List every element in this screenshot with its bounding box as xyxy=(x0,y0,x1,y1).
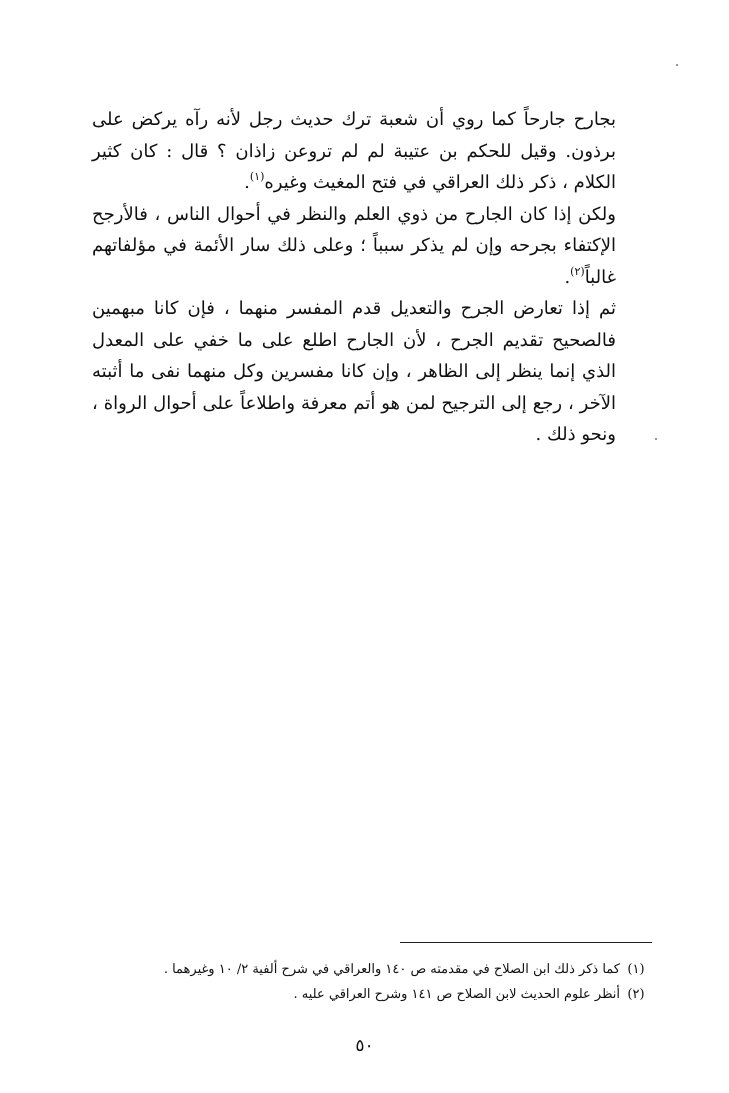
scan-speck xyxy=(676,64,678,66)
paragraph-3: ثم إذا تعارض الجرح والتعديل قدم المفسر منهما ، فإن كانا مبهمين فالصحيح تقديم الجرح ، لأن الجارح اطلع على ما خفي على المعدل الذي إنما ينظر إلى الظاهر ، وإن كانا مفسرين وكل منهما نفى ما أثبته الآخر ، رجع إلى الترجيح لمن هو أتم معرفة واطلاعاً على أحوال الرواة ، ونحو ذلك . xyxy=(92,298,617,445)
paragraph-2-text: ولكن إذا كان الجارح من ذوي العلم والنظر في أحوال الناس ، فالأرجح الإكتفاء بجرحه وإن لم يذكر سبباً ؛ وعلى ذلك سار الأئمة في مؤلفاتهم غالباً xyxy=(92,203,616,288)
footnote-2 xyxy=(140,982,652,1007)
footnote-1-number: (١) xyxy=(627,962,645,977)
paragraph-2-end: . xyxy=(564,266,571,288)
paragraph-1-end: . xyxy=(244,172,250,193)
footnote-2-number: (٢) xyxy=(627,987,645,1002)
scan-speck xyxy=(655,438,657,440)
main-text xyxy=(92,104,616,451)
footnote-separator xyxy=(400,942,652,943)
footnote-ref-2: (٢) xyxy=(570,264,585,278)
paragraph-2 xyxy=(92,199,616,294)
footnote-1 xyxy=(140,957,652,982)
footnote-2-text: أنظر علوم الحديث لابن الصلاح ص ١٤١ وشرح العراقي عليه . xyxy=(293,987,620,1002)
footnote-1-text: كما ذكر ذلك ابن الصلاح في مقدمته ص ١٤٠ والعراقي في شرح ألفية ٢/ ١٠ وغيرهما . xyxy=(163,962,620,977)
page-number: ٥٠ xyxy=(355,1036,374,1056)
paragraph-1 xyxy=(92,104,616,199)
paragraph-1-text: بجارح جارحاً كما روي أن شعبة ترك حديث رجل لأنه رآه يركض على برذون. وقيل للحكم بن عتيبة لم لم تروعن زاذان ؟ قال : كان كثير الكلام ، ذكر ذلك العراقي في فتح المغيث وغيره xyxy=(92,109,616,193)
footnote-ref-1: (١) xyxy=(249,170,265,183)
footnotes xyxy=(140,957,652,1007)
